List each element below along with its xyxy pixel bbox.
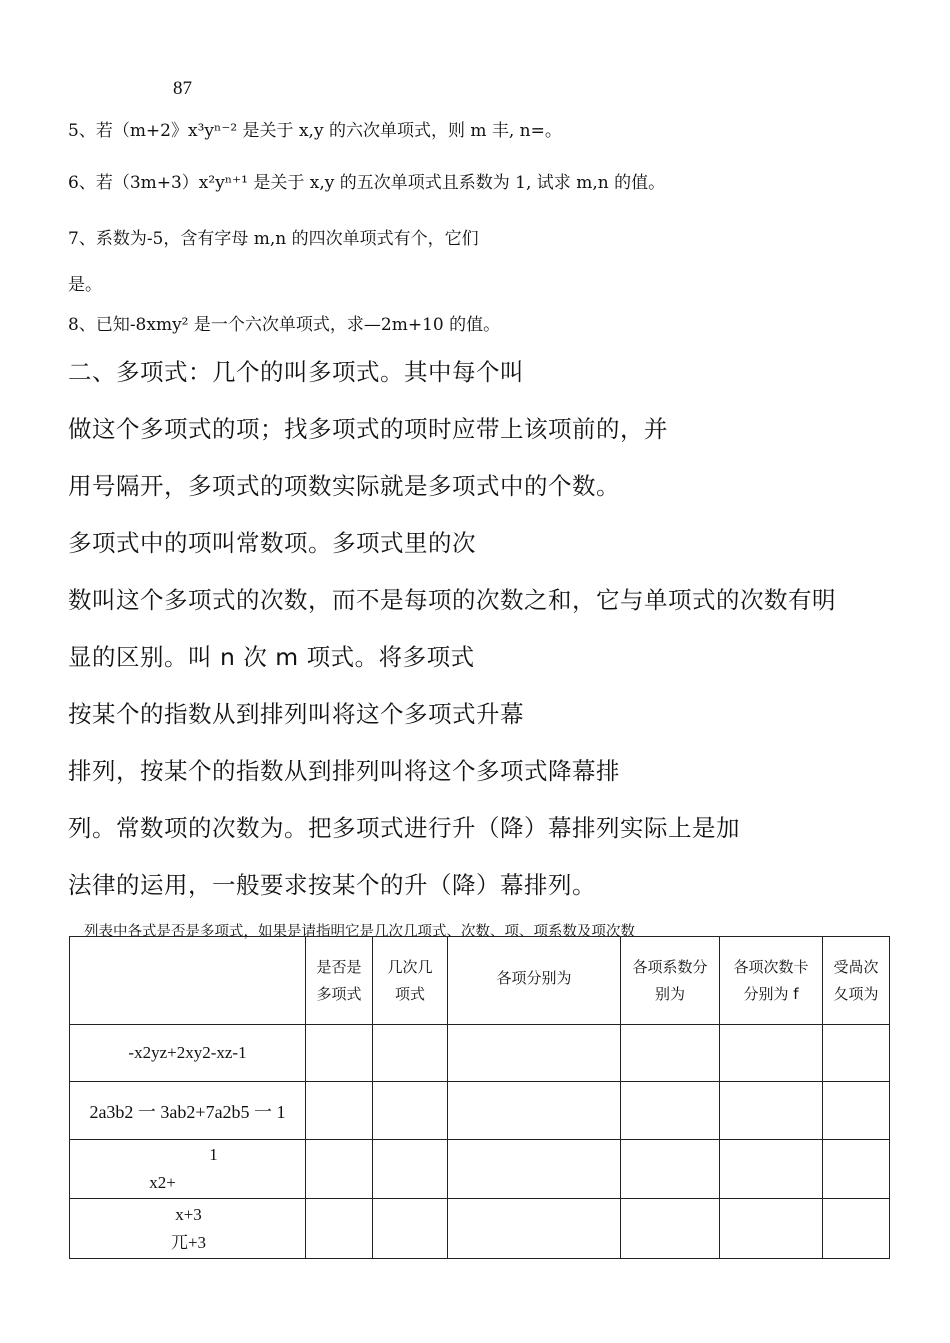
- header-is-polynomial-line-2: 多项式: [316, 984, 362, 1003]
- table-row: [70, 1199, 890, 1259]
- header-is-polynomial-line-1: 是否是: [316, 957, 362, 976]
- question-6: 6、若（3m+3）x²yⁿ⁺¹ 是关于 x,y 的五次单项式且系数为 1, 试求 m,n 的值。: [68, 173, 666, 193]
- expression-cell: 2a3b2 一 3ab2+7a2b5 一 1: [70, 1082, 306, 1140]
- header-highest-degree-term: [823, 937, 890, 1025]
- question-5: 5、若（m+2》x³yⁿ⁻² 是关于 x,y 的六次单项式，则 m 丰, n=。: [68, 121, 562, 141]
- answer-cell[interactable]: [448, 1025, 621, 1082]
- header-terms: [448, 937, 621, 1025]
- answer-cell[interactable]: [823, 1025, 890, 1082]
- question-7-line-1: 7、系数为-5，含有字母 m,n 的四次单项式有个，它们: [68, 229, 479, 249]
- expression-cell: [70, 1199, 306, 1259]
- answer-cell[interactable]: [448, 1082, 621, 1140]
- answer-cell[interactable]: [720, 1199, 823, 1259]
- answer-cell[interactable]: [306, 1199, 373, 1259]
- header-coefficients-line-2: 别为: [654, 984, 685, 1003]
- header-highest-line-2: 夂项为: [833, 984, 879, 1003]
- answer-cell[interactable]: [448, 1199, 621, 1259]
- answer-cell[interactable]: [720, 1025, 823, 1082]
- answer-cell[interactable]: [373, 1199, 448, 1259]
- answer-cell[interactable]: [373, 1025, 448, 1082]
- header-coefficients: [621, 937, 720, 1025]
- section2-line-6: 显的区别。叫 n 次 m 项式。将多项式: [68, 643, 475, 671]
- answer-cell[interactable]: [621, 1082, 720, 1140]
- answer-cell[interactable]: [448, 1140, 621, 1199]
- section2-line-5: 数叫这个多项式的次数，而不是每项的次数之和，它与单项式的次数有明: [68, 586, 836, 614]
- header-terms-label: 各项分别为: [496, 969, 572, 987]
- expression-cell: -x2yz+2xy2-xz-1: [70, 1025, 306, 1082]
- answer-cell[interactable]: [373, 1140, 448, 1199]
- answer-cell[interactable]: [823, 1140, 890, 1199]
- header-is-polynomial: [306, 937, 373, 1025]
- header-degree-terms-line-1: 几次几: [387, 957, 433, 976]
- section2-line-9: 列。常数项的次数为。把多项式进行升（降）幕排列实际上是加: [68, 814, 740, 842]
- table-caption: 列表中各式是否是多项式，如果是请指明它是几次几项式、次数、项、项系数及项次数: [84, 924, 635, 940]
- table-header-row: [70, 937, 890, 1025]
- expression-numerator: x+3: [175, 1204, 202, 1224]
- table-row: [70, 1140, 890, 1199]
- answer-cell[interactable]: [373, 1082, 448, 1140]
- header-degree-terms: [373, 937, 448, 1025]
- header-degree-terms-line-2: 项式: [394, 984, 425, 1003]
- section2-line-3: 用号隔开，多项式的项数实际就是多项式中的个数。: [68, 472, 620, 500]
- header-term-degrees: [720, 937, 823, 1025]
- expression-denominator: 兀+3: [170, 1232, 207, 1252]
- answer-cell[interactable]: [823, 1082, 890, 1140]
- answer-cell[interactable]: [720, 1140, 823, 1199]
- question-7-line-2: 是。: [68, 275, 102, 295]
- section2-line-2: 做这个多项式的项；找多项式的项时应带上该项前的，并: [68, 415, 668, 443]
- page-number: 87: [173, 78, 192, 99]
- table-row: [70, 1025, 890, 1082]
- answer-cell[interactable]: [720, 1082, 823, 1140]
- answer-cell[interactable]: [621, 1199, 720, 1259]
- answer-cell[interactable]: [621, 1025, 720, 1082]
- header-coefficients-line-1: 各项系数分: [632, 957, 708, 976]
- section2-line-1: 二、多项式：几个的叫多项式。其中每个叫: [68, 358, 524, 386]
- answer-cell[interactable]: [306, 1082, 373, 1140]
- section2-line-10: 法律的运用，一般要求按某个的升（降）幕排列。: [68, 871, 596, 899]
- answer-cell[interactable]: [621, 1140, 720, 1199]
- expression-cell: [70, 1140, 306, 1199]
- header-term-degrees-line-1: 各项次数卡: [733, 957, 809, 976]
- question-8: 8、已知-8xmy² 是一个六次单项式，求—2m+10 的值。: [68, 315, 501, 335]
- header-highest-line-1: 受咼次: [833, 957, 879, 976]
- section2-line-7: 按某个的指数从到排列叫将这个多项式升幕: [68, 700, 524, 728]
- polynomial-table: [69, 936, 890, 1259]
- answer-cell[interactable]: [823, 1199, 890, 1259]
- header-expression: [70, 937, 306, 1025]
- table-row: [70, 1082, 890, 1140]
- answer-cell[interactable]: [306, 1140, 373, 1199]
- section2-line-8: 排列，按某个的指数从到排列叫将这个多项式降幕排: [68, 757, 620, 785]
- expression-main: x2+: [149, 1173, 176, 1192]
- section2-line-4: 多项式中的项叫常数项。多项式里的次: [68, 529, 476, 557]
- answer-cell[interactable]: [306, 1025, 373, 1082]
- header-term-degrees-line-2: 分别为 f: [743, 984, 799, 1003]
- expression-numerator: 1: [209, 1145, 218, 1164]
